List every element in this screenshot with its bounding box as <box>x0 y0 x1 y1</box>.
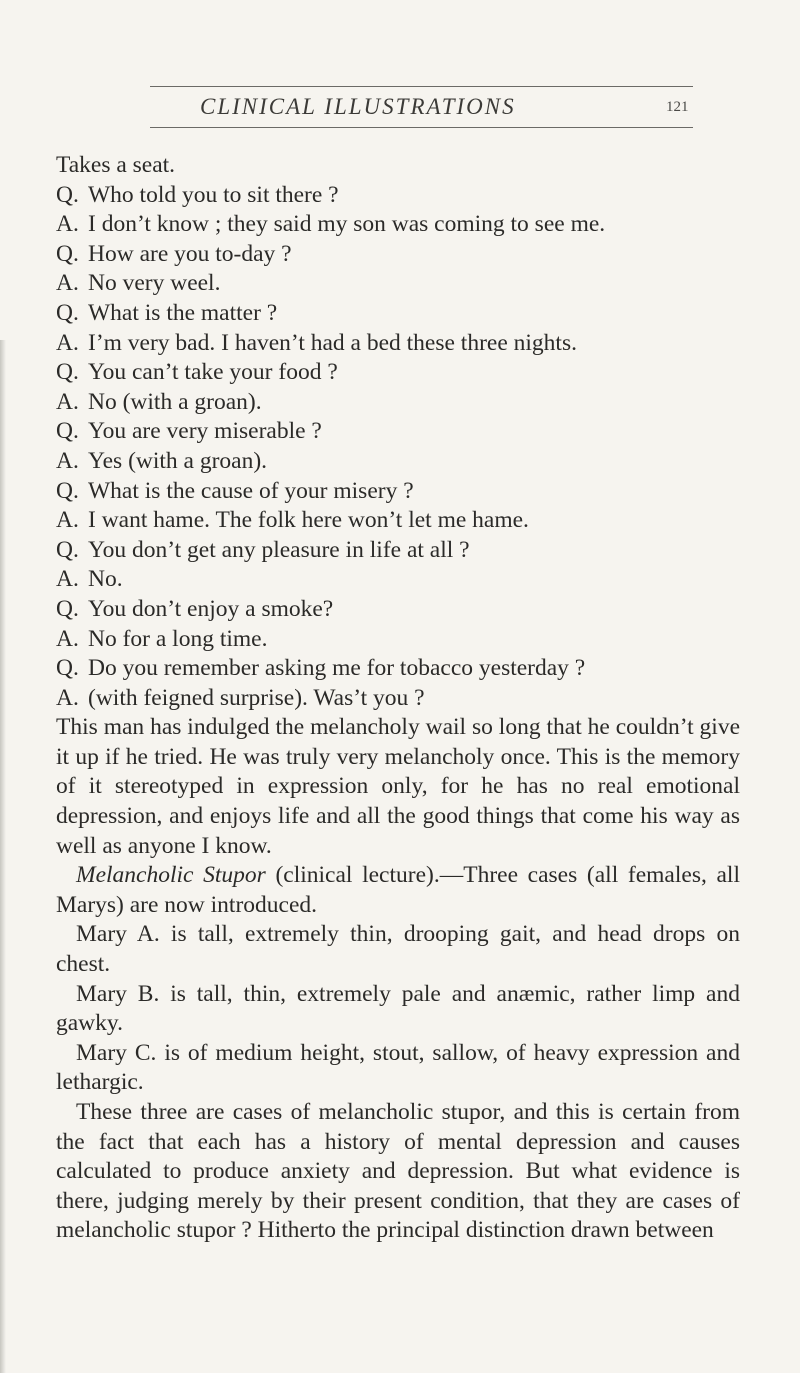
section-intro-text: (clinical lecture).—Three cases (all females, all Marys) are now introduced. <box>56 862 740 918</box>
dialogue-line <box>56 417 740 447</box>
dialogue-line <box>56 388 740 418</box>
dialogue-text: Who told you to sit there ? <box>88 181 339 208</box>
dialogue-text: Yes (with a groan). <box>88 447 268 474</box>
dialogue-text: You don’t enjoy a smoke? <box>88 595 334 622</box>
dialogue-line <box>56 210 740 240</box>
dialogue-text: Do you remember asking me for tobacco yesterday ? <box>88 655 586 682</box>
dialogue-text: (with feigned surprise). Was’t you ? <box>88 684 425 711</box>
dialogue-text: You can’t take your food ? <box>88 359 338 386</box>
speaker-label: Q. <box>56 477 79 504</box>
dialogue-line <box>56 240 740 270</box>
dialogue-line <box>56 299 740 329</box>
dialogue-text: What is the cause of your misery ? <box>88 477 414 504</box>
speaker-label: A. <box>56 329 79 356</box>
prose <box>56 713 740 1246</box>
dialogue-line <box>56 329 740 359</box>
speaker-label: A. <box>56 388 79 415</box>
dialogue-line <box>56 269 740 299</box>
speaker-label: A. <box>56 447 79 474</box>
dialogue-text: How are you to-day ? <box>88 240 292 267</box>
speaker-label: Q. <box>56 240 79 267</box>
dialogue-text: You don’t get any pleasure in life at all ? <box>88 536 470 563</box>
dialogue-line <box>56 506 740 536</box>
dialogue-intro: Takes a seat. <box>56 152 176 178</box>
dialogue-text: What is the matter ? <box>88 299 278 326</box>
header-rule-bottom <box>150 127 693 128</box>
dialogue-text: I’m very bad. I haven’t had a bed these three nights. <box>88 329 577 356</box>
speaker-label: Q. <box>56 595 79 622</box>
speaker-label: Q. <box>56 536 79 563</box>
dialogue-line <box>56 477 740 507</box>
speaker-label: Q. <box>56 299 79 326</box>
dialogue-text: No (with a groan). <box>88 388 262 415</box>
speaker-label: A. <box>56 211 79 238</box>
dialogue-text: No. <box>88 566 123 593</box>
dialogue-line <box>56 358 740 388</box>
header-rule-top <box>150 86 693 87</box>
dialogue-text: You are very miserable ? <box>88 418 322 445</box>
conclusion-paragraph: These three are cases of melancholic stupor, and this is certain from the fact that each has a history of mental depression and causes calculated to produce anxiety and depression. But what evidence is there, judging merely by their present condition, that they are cases of melancholic stupor ? Hitherto the principal distinction drawn between <box>56 1099 740 1244</box>
dialogue-text: I want hame. The folk here won’t let me hame. <box>88 507 529 534</box>
dialogue-line <box>56 565 740 595</box>
page-edge-shadow <box>0 340 6 1373</box>
dialogue-line <box>56 654 740 684</box>
speaker-label: A. <box>56 566 79 593</box>
speaker-label: Q. <box>56 418 79 445</box>
mary-a-paragraph: Mary A. is tall, extremely thin, drooping gait, and head drops on chest. <box>56 921 740 978</box>
mary-b-paragraph: Mary B. is tall, thin, extremely pale and anæmic, rather limp and gawky. <box>56 980 740 1037</box>
body-text <box>56 151 740 1246</box>
speaker-label: A. <box>56 270 79 297</box>
dialogue-line <box>56 536 740 566</box>
section-paragraph <box>56 861 740 920</box>
dialogue-line <box>56 595 740 625</box>
dialogue-text: I don’t know ; they said my son was coming to see me. <box>88 211 606 238</box>
mary-c-paragraph: Mary C. is of medium height, stout, sallow, of heavy expression and lethargic. <box>56 1039 740 1096</box>
dialogue-line <box>56 625 740 655</box>
commentary-paragraph <box>56 713 740 861</box>
speaker-label: Q. <box>56 359 79 386</box>
speaker-label: A. <box>56 507 79 534</box>
speaker-label: Q. <box>56 655 79 682</box>
dialogue-line <box>56 181 740 211</box>
speaker-label: A. <box>56 625 79 652</box>
dialogue-text: No for a long time. <box>88 625 268 652</box>
dialogue-line <box>56 684 740 714</box>
speaker-label: A. <box>56 684 79 711</box>
section-title: Melancholic Stupor <box>76 862 266 889</box>
dialogue-line <box>56 447 740 477</box>
commentary-text: This man has indulged the melancholy wail so long that he couldn’t give it up if he tried. He was truly very melancholy once. This is the memory of it stereotyped in expression only, for he has no real emotional depression, and enjoys life and all the good things that come his way as well as anyone I know. <box>56 714 740 859</box>
dialogue-text: No very weel. <box>88 270 221 297</box>
running-head: CLINICAL ILLUSTRATIONS <box>200 94 516 119</box>
speaker-label: Q. <box>56 181 79 208</box>
page-number: 121 <box>666 99 689 115</box>
